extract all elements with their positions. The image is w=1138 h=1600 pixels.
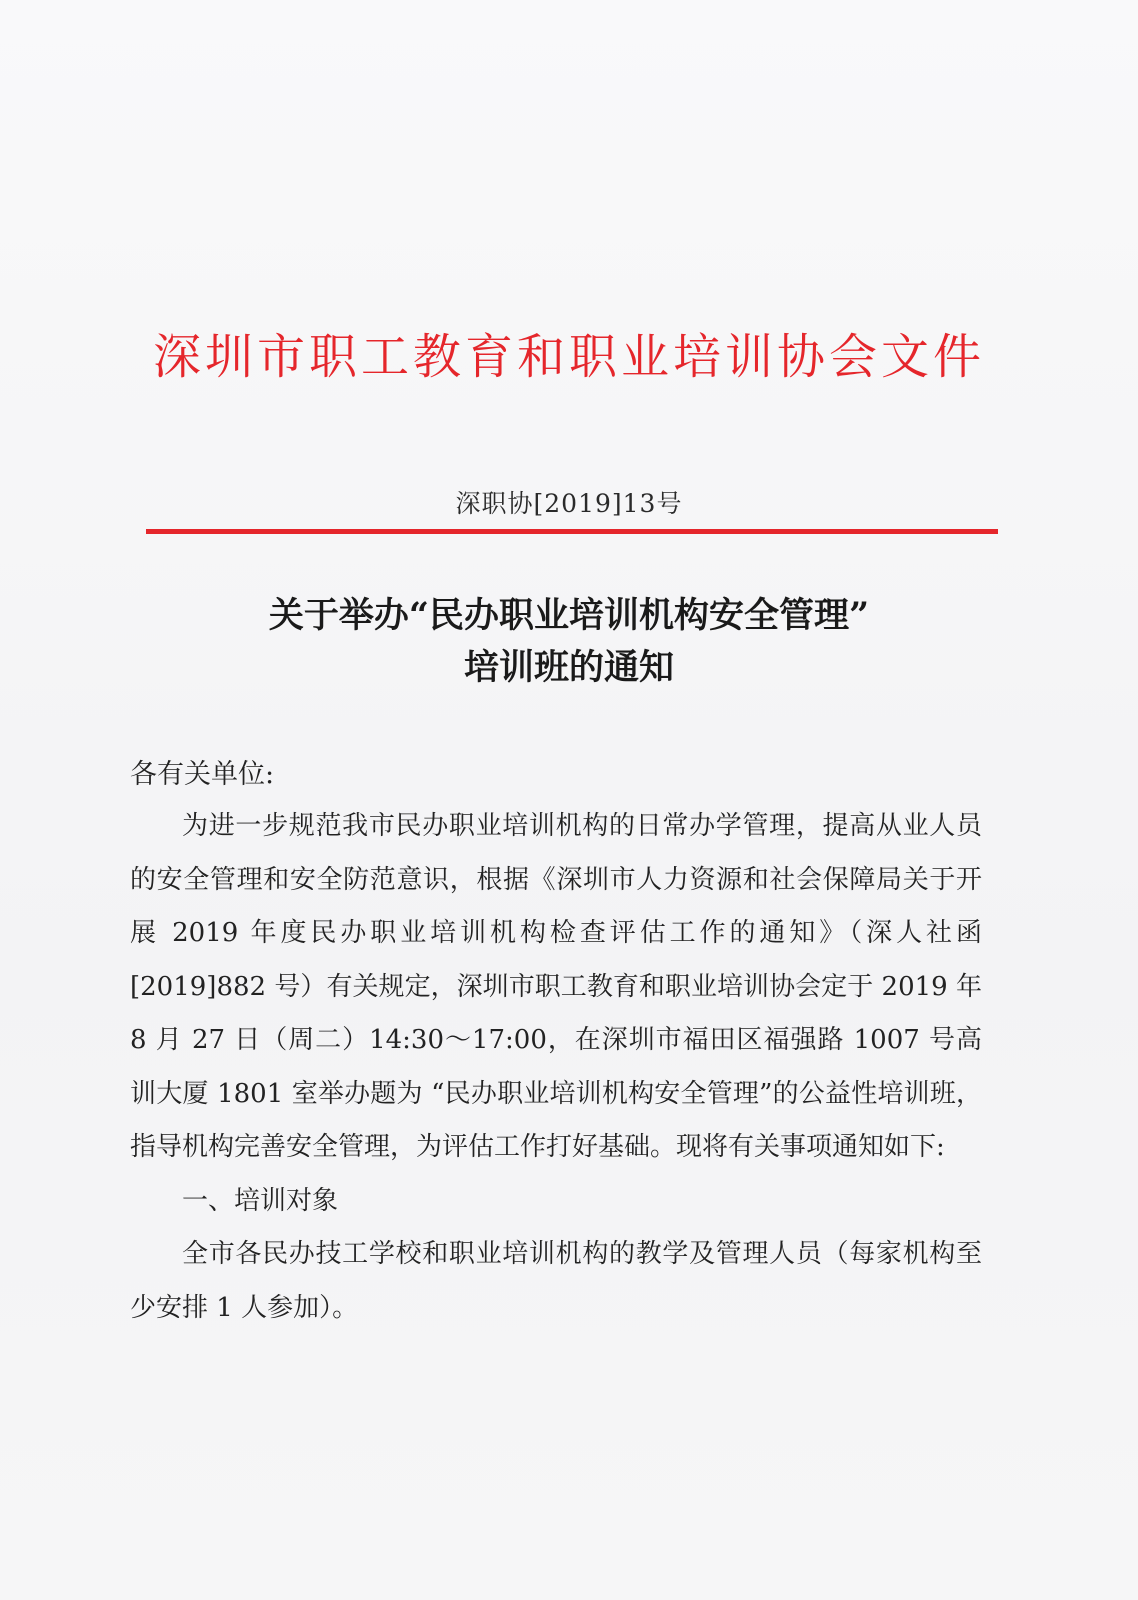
section-1-paragraph: 全市各民办技工学校和职业培训机构的教学及管理人员（每家机构至少安排 1 人参加）。	[130, 1239, 982, 1323]
document-body	[130, 800, 982, 1335]
notice-title	[0, 590, 1138, 694]
organization-header-title: 深圳市职工教育和职业培训协会文件	[152, 329, 985, 385]
salutation: 各有关单位:	[130, 759, 275, 790]
document-number: 深职协[2019]13号	[455, 489, 683, 518]
section-heading-1: 一、培训对象	[182, 1185, 339, 1216]
notice-title-line-1: 关于举办“民办职业培训机构安全管理”	[268, 595, 870, 636]
red-divider-line	[146, 529, 998, 534]
notice-title-line-2: 培训班的通知	[463, 647, 674, 688]
body-paragraph-1: 为进一步规范我市民办职业培训机构的日常办学管理，提高从业人员的安全管理和安全防范意识，根据《深圳市人力资源和社会保障局关于开展 2019 年度民办职业培训机构检查评估工作的通知》（深人社函[2019]882 号）有关规定，深圳市职工教育和职业培训协会定于 2019 年 8 月 27 日（周二）14:30～17:00，在深圳市福田区福强路 1007 号高训大厦 1801 室举办题为 “民办职业培训机构安全管理”的公益性培训班，指导机构完善安全管理，为评估工作打好基础。现将有关事项通知如下:	[130, 811, 982, 1162]
